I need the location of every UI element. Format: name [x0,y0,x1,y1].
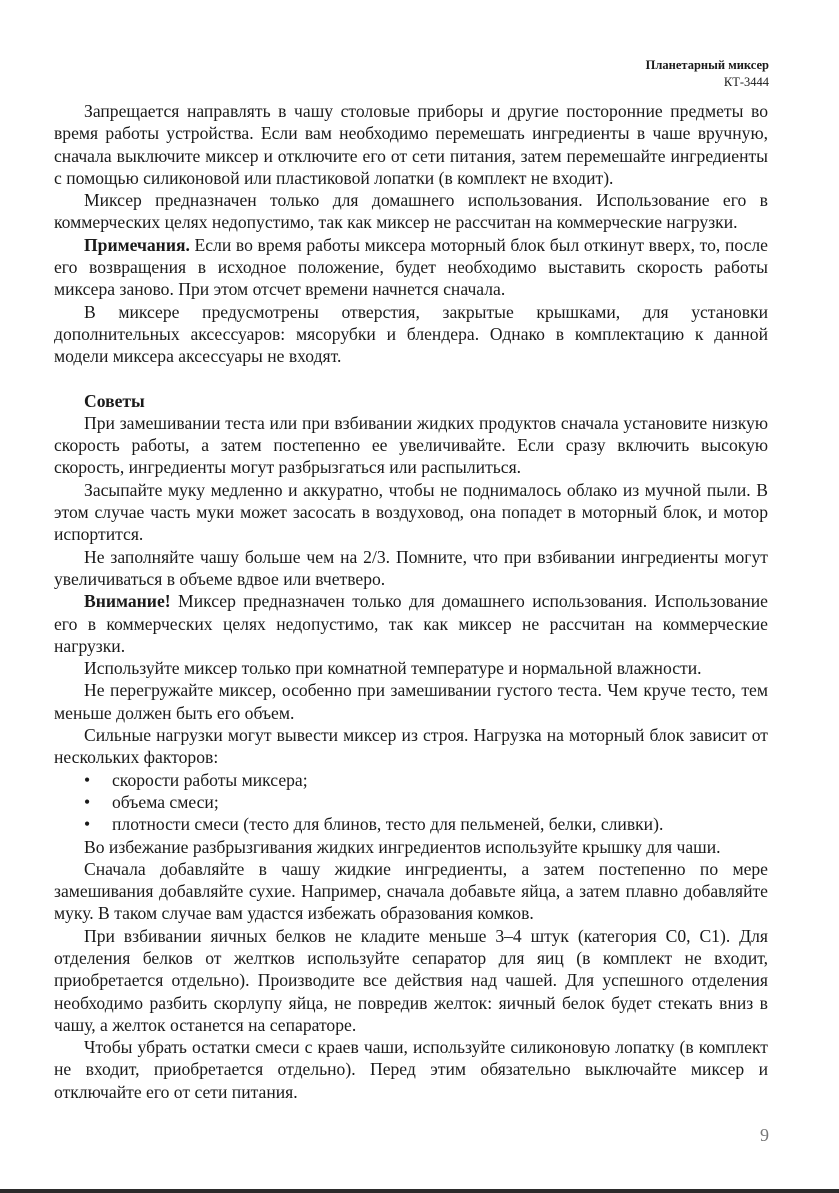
paragraph-text: При взбивании яичных белков не кладите меньше 3–4 штук (категория С0, С1). Для отделения белков от желтков используйте сепаратор для яиц (в комплект не входит, приобретается отдельно). Производите все действия над чашей. Для успешного отделения необходимо разбить скорлупу яйца, не повредив желток: яичный белок будет стекать вниз в чашу, а желток останется на сепараторе. [54,925,768,1035]
tips-section [54,412,768,769]
paragraph [54,858,768,925]
product-title: Планетарный миксер [645,58,769,72]
paragraph-text: Запрещается направлять в чашу столовые приборы и другие посторонние предметы во время работы устройства. Если вам необходимо перемешать ингредиенты в чаше вручную, сначала выключите миксер и отключите его от сети питания, затем перемешайте ингредиенты с помощью силиконовой или пластиковой лопатки (в комплект не входит). [54,101,768,188]
bottom-rule [0,1189,839,1193]
list-item-text: скорости работы миксера; [112,769,308,790]
paragraph [54,657,768,679]
paragraph [54,836,768,858]
paragraph [54,234,768,301]
paragraph-lead: Внимание! [84,591,171,612]
paragraph-text: Миксер предназначен только для домашнего использования. Использование его в коммерческих целях недопустимо, так как миксер не рассчитан на коммерческие нагрузки. [54,190,768,233]
load-factors-list [54,769,768,836]
paragraph-text: Используйте миксер только при комнатной температуре и нормальной влажности. [84,658,702,679]
paragraph [54,412,768,479]
paragraph [54,679,768,724]
paragraph [54,925,768,1036]
paragraph [54,189,768,234]
paragraph-text: Не перегружайте миксер, особенно при замешивании густого теста. Чем круче тесто, тем меньше должен быть его объем. [54,680,768,723]
paragraph-text: Миксер предназначен только для домашнего использования. Использование его в коммерческих целях недопустимо, так как миксер не рассчитан на коммерческие нагрузки. [54,591,768,656]
paragraph-text: Во избежание разбрызгивания жидких ингредиентов используйте крышку для чаши. [84,836,721,857]
paragraph [54,546,768,591]
warnings-section [54,100,768,368]
bullet-icon: • [84,769,91,790]
product-model: КТ-3444 [723,75,769,89]
paragraph-text: Если во время работы миксера моторный блок был откинут вверх, то, после его возвращения в исходное положение, будет необходимо выставить скорость работы миксера заново. При этом отсчет времени начнется сначала. [54,234,768,300]
tips-continued [54,836,768,1104]
paragraph [54,724,768,769]
page-header [646,57,769,91]
paragraph-lead: Примечания. [84,234,190,255]
paragraph-text: Не заполняйте чашу больше чем на 2/3. Помните, что при взбивании ингредиенты могут увеличиваться в объеме вдвое или вчетверо. [54,546,768,589]
list-item-text: плотности смеси (тесто для блинов, тесто для пельменей, белки, сливки). [112,814,664,835]
list-item [54,813,768,835]
paragraph [54,100,768,189]
page-body [54,100,768,1103]
list-item [54,791,768,813]
paragraph [54,590,768,657]
bullet-icon: • [84,814,91,835]
paragraph-text: В миксере предусмотрены отверстия, закрытые крышками, для установки дополнительных аксессуаров: мясорубки и блендера. Однако в комплектацию к данной модели миксера аксессуары не входят. [54,301,768,367]
paragraph [54,1036,768,1103]
paragraph-text: При замешивании теста или при взбивании жидких продуктов сначала установите низкую скорость работы, а затем постепенно ее увеличивайте. Если сразу включить высокую скорость, ингредиенты могут разбрызгаться или распылиться. [54,412,768,478]
tips-heading: Советы [84,390,145,411]
list-item-text: объема смеси; [112,791,219,812]
list-item [54,769,768,791]
paragraph [54,301,768,368]
paragraph-text: Сильные нагрузки могут вывести миксер из строя. Нагрузка на моторный блок зависит от нескольких факторов: [54,725,768,768]
paragraph-text: Сначала добавляйте в чашу жидкие ингредиенты, а затем постепенно по мере замешивания добавляйте сухие. Например, сначала добавьте яйца, а затем плавно добавляйте муку. В таком случае вам удастся избежать образования комков. [54,858,768,924]
paragraph [54,479,768,546]
page-number: 9 [760,1125,769,1145]
bullet-icon: • [84,791,91,812]
paragraph-text: Чтобы убрать остатки смеси с краев чаши, используйте силиконовую лопатку (в комплект не входит, приобретается отдельно). Перед этим обязательно выключайте миксер и отключайте его от сети питания. [54,1037,768,1102]
paragraph-text: Засыпайте муку медленно и аккуратно, чтобы не поднималось облако из мучной пыли. В этом случае часть муки может засосать в воздуховод, она попадет в моторный блок, и мотор испортится. [54,479,768,545]
